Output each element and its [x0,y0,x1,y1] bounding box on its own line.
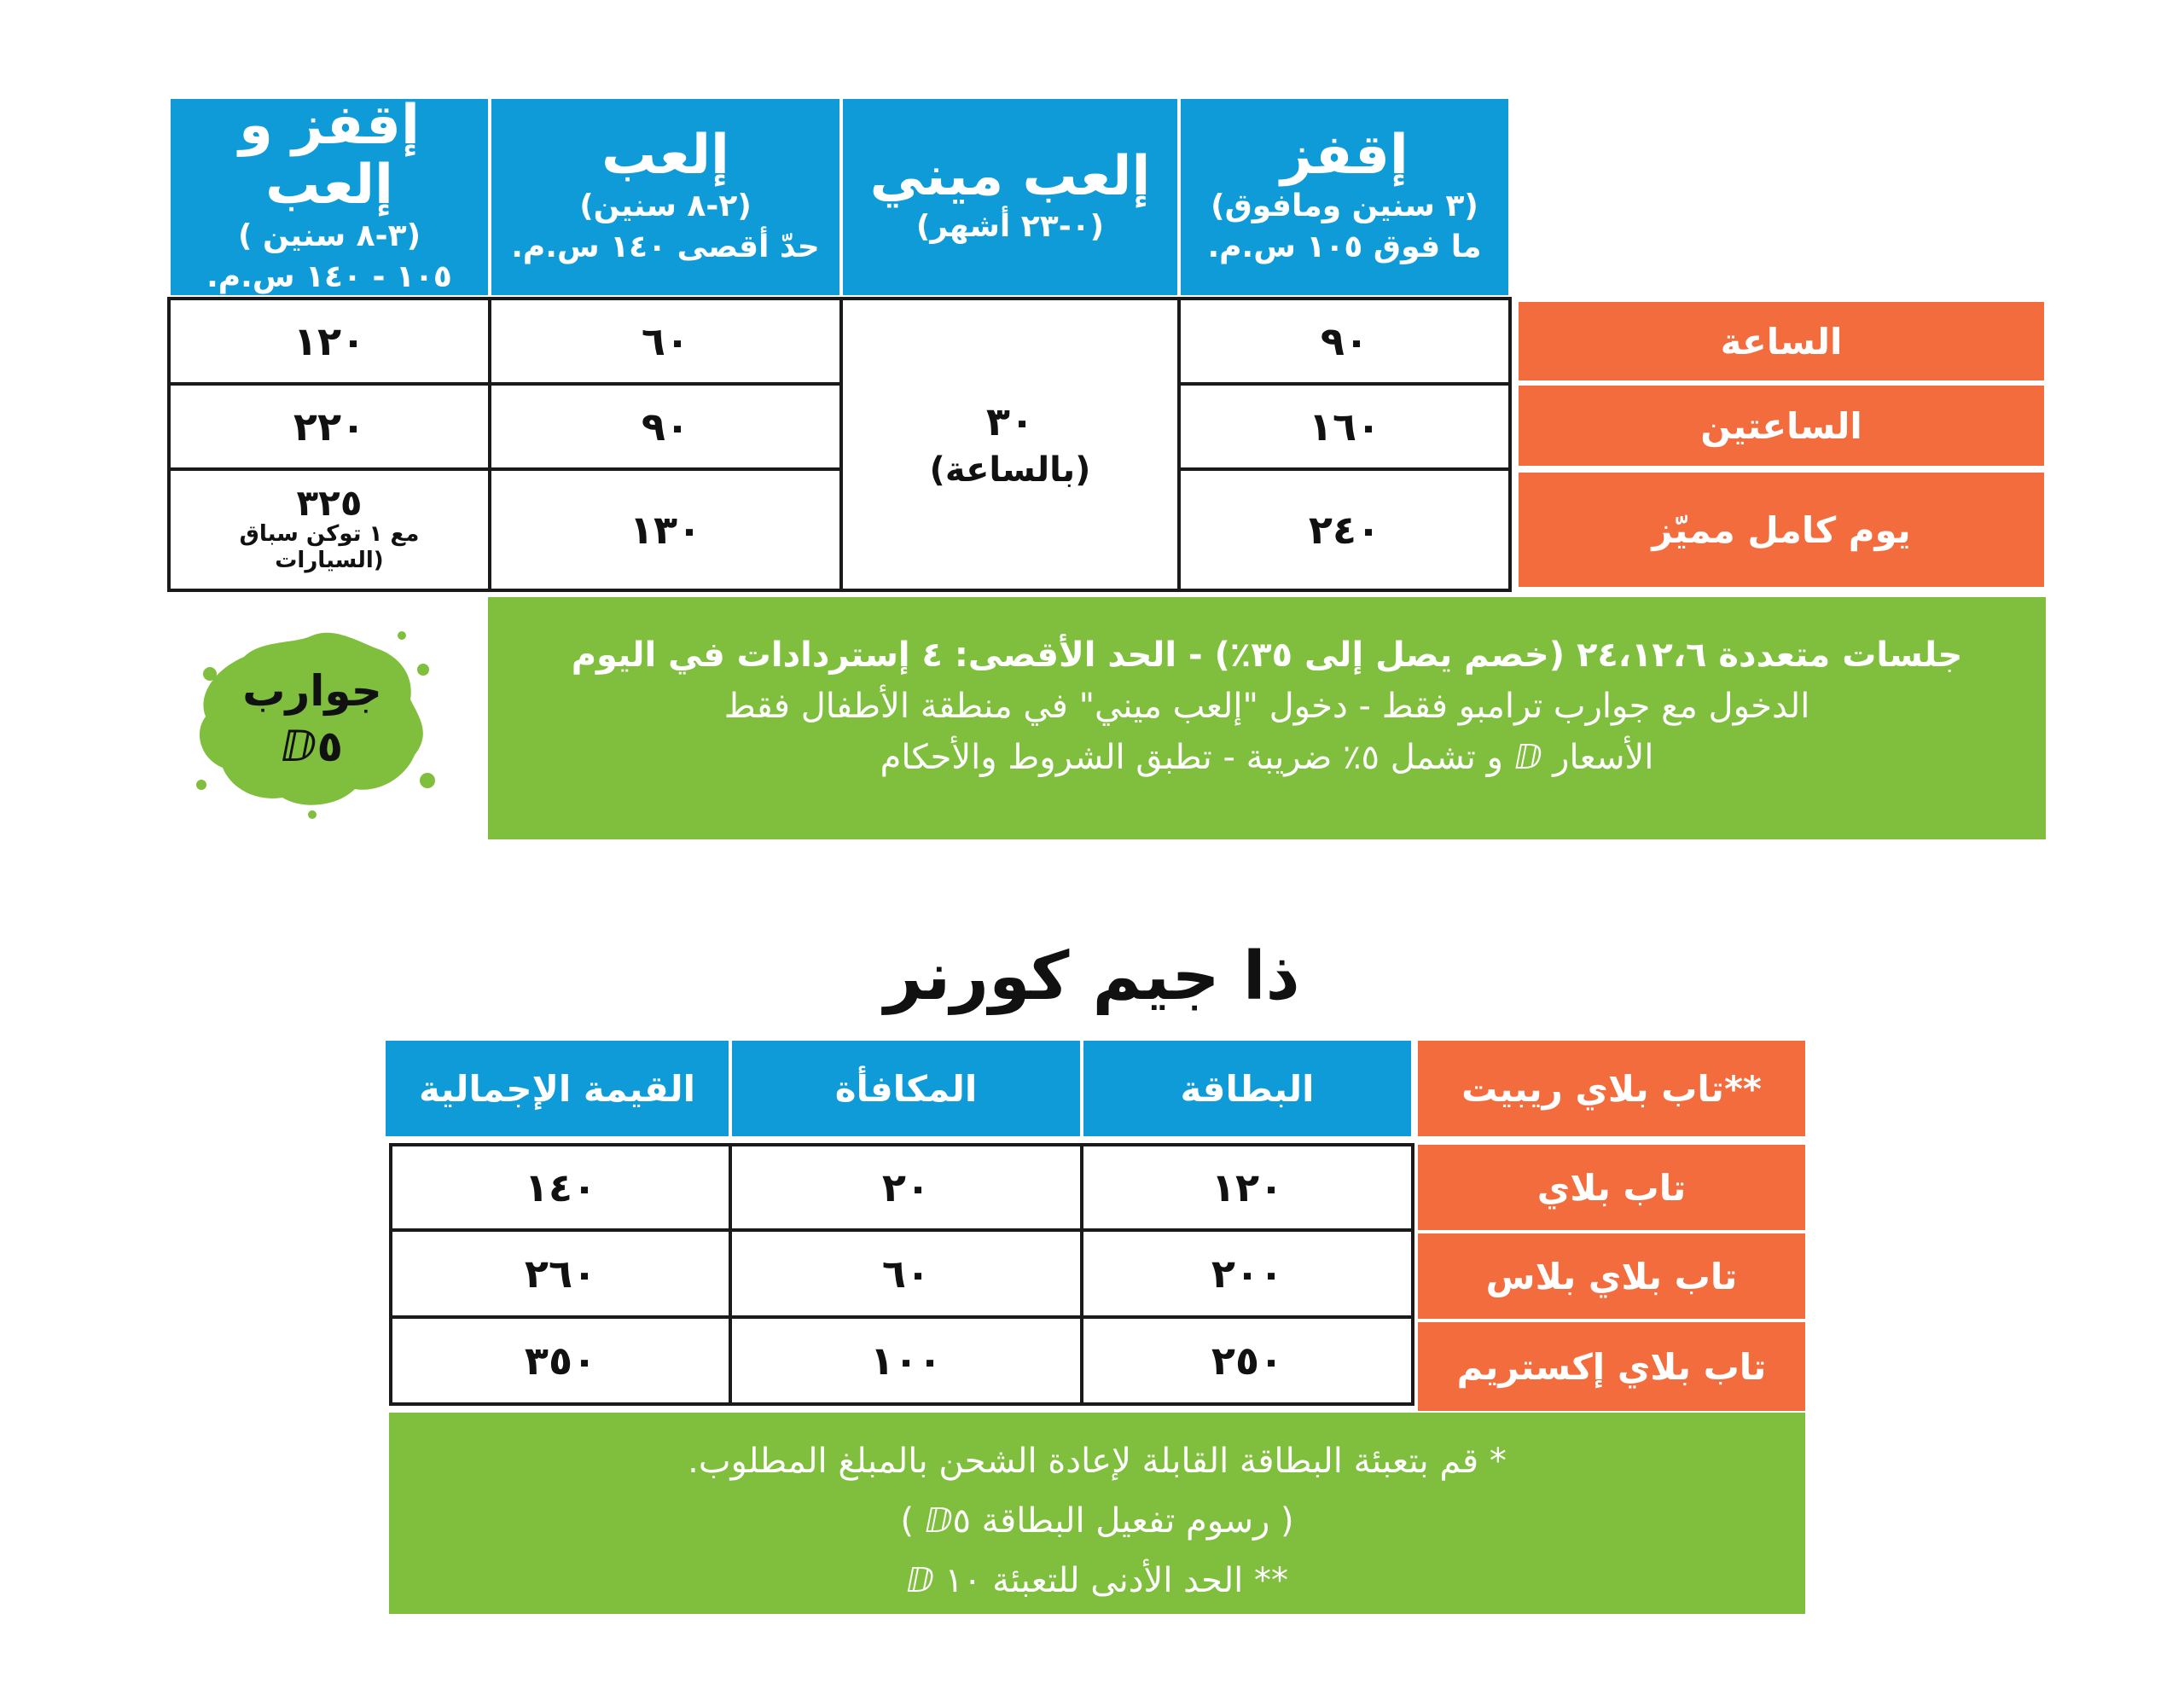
header-age: (٠-٢٣ أشهر) [915,208,1105,244]
price-jump-play-two-hours: ٢٢٠ [167,382,491,471]
row-label-tap-play-plus: تاب بلاي بلاس [1418,1233,1805,1319]
info-line-entry: الدخول مع جوارب ترامبو فقط - دخول "إلعب ميني" في منطقة الأطفال فقط [723,687,1810,726]
price-play-two-hours: ٩٠ [488,382,843,471]
price-play-hour: ٦٠ [488,297,843,386]
price-jump-hour: ٩٠ [1177,297,1512,386]
info-line-sessions: جلسات متعددة ٢٤،١٢،٦ (خصم يصل إلى ٣٥٪) - الحد الأقصى: ٤ إستردادات في اليوم [571,636,1963,675]
header-height: حدّ أقصى ١٤٠ س.م. [511,229,820,265]
mini-note: (بالساعة) [929,450,1091,490]
price-jump-two-hours: ١٦٠ [1177,382,1512,471]
price-value: ٣٢٥ [296,481,363,524]
header-bonus: المكافأة [732,1041,1080,1136]
info-box [488,597,2046,839]
card-tap-play: ١٢٠ [1080,1143,1414,1232]
bonus-tap-play-plus: ٦٠ [729,1228,1083,1319]
card-tap-play-extreme: ٢٥٠ [1080,1315,1414,1406]
header-play-mini [843,99,1177,295]
total-tap-play: ١٤٠ [389,1143,732,1232]
header-jump-play [171,94,488,295]
bonus-tap-play: ٢٠ [729,1143,1083,1232]
header-total: القيمة الإجمالية [386,1041,729,1136]
total-tap-play-plus: ٢٦٠ [389,1228,732,1319]
header-height: ١٠٥ - ١٤٠ س.م. [206,259,452,295]
header-tap-play-rebate: **تاب بلاي ريبيت [1418,1041,1805,1136]
socks-price: ⅅ٥ [281,722,344,771]
row-label-hour: الساعة [1519,302,2044,380]
price-jump-play-hour: ١٢٠ [167,297,491,386]
header-title: إقفز و إلعب [239,94,420,218]
row-label-tap-play-extreme: تاب بلاي إكستريم [1418,1322,1805,1411]
header-age: (٢-٨ سنين) [579,188,752,223]
row-label-full-day: يوم كامل مميّز [1519,473,2044,587]
note-activation-fee: ( رسوم تفعيل البطاقة ⅅ٥ ) [900,1501,1294,1541]
game-corner-notes [389,1413,1805,1614]
price-jump-full-day: ٢٤٠ [1177,467,1512,592]
price-play-full-day: ١٣٠ [488,467,843,592]
header-age: (٣ سنين ومافوق) [1211,188,1478,223]
price-jump-play-full-day [167,467,491,592]
header-title: إلعب ميني [869,144,1151,208]
total-tap-play-extreme: ٣٥٠ [389,1315,732,1406]
header-play [491,99,839,295]
info-line-prices: الأسعار ⅅ و تشمل ٥٪ ضريبة - تطبق الشروط والأحكام [880,738,1654,777]
header-age: (٣-٨ سنين ) [237,218,421,253]
row-label-tap-play: تاب بلاي [1418,1145,1805,1230]
header-title: إلعب [601,124,729,188]
header-height: ما فوق ١٠٥ س.م. [1207,229,1482,265]
socks-label: جوارب [242,666,382,716]
note-minimum-topup: ** الحد الأدنى للتعبئة ١٠ ⅅ [905,1561,1289,1600]
game-corner-title: ذا جيم كورنر [884,938,1300,1015]
mini-price: ٣٠ [985,398,1035,445]
bonus-tap-play-extreme: ١٠٠ [729,1315,1083,1406]
row-label-two-hours: الساعتين [1519,386,2044,466]
note-topup: * قم بتعبئة البطاقة القابلة لإعادة الشحن بالمبلغ المطلوب. [688,1442,1507,1481]
price-mini-merged [839,297,1181,592]
header-card: البطاقة [1083,1041,1411,1136]
card-tap-play-plus: ٢٠٠ [1080,1228,1414,1319]
header-title: إقفز [1281,124,1409,188]
header-jump [1181,99,1508,295]
socks-badge [184,623,440,819]
price-note: مع ١ توكن سباق (السيارات [239,520,420,573]
